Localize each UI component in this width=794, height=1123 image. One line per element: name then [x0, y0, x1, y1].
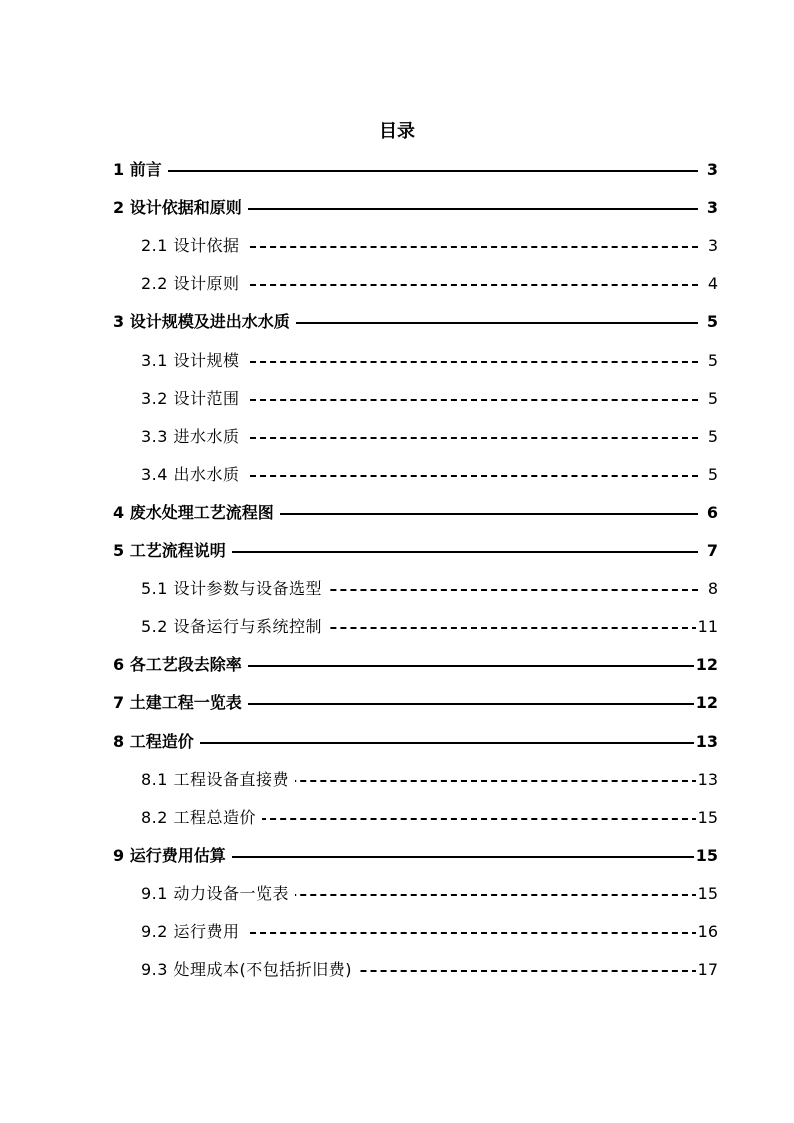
toc-entry-page-number: 15 — [695, 846, 718, 865]
toc-title: 目录 — [379, 121, 415, 142]
toc-entry-label: 5 工艺流程说明 — [113, 541, 232, 561]
toc-leader-line — [250, 284, 698, 286]
toc-entry-page-number: 4 — [707, 274, 718, 293]
toc-entry-section[interactable] — [0, 380, 794, 418]
toc-leader-line — [250, 399, 698, 401]
toc-leader-line — [250, 780, 698, 782]
toc-entry-page-number: 3 — [707, 236, 718, 255]
toc-entry-page-number: 8 — [707, 579, 718, 598]
toc-leader-line — [250, 361, 698, 363]
toc-entry-label: 2 设计依据和原则 — [113, 198, 248, 218]
toc-entry-label: 4 废水处理工艺流程图 — [113, 503, 280, 523]
toc-entry-page-number: 5 — [707, 351, 718, 370]
toc-entry-chapter[interactable] — [0, 684, 794, 722]
toc-entry-label: 7 土建工程一览表 — [113, 693, 248, 713]
toc-entry-page-number: 15 — [697, 808, 718, 827]
toc-entry-chapter[interactable] — [0, 646, 794, 684]
toc-entry-section[interactable] — [0, 875, 794, 913]
toc-leader-line — [120, 170, 698, 172]
toc-entry-page-number: 7 — [706, 541, 718, 560]
toc-entry-page-number: 15 — [697, 884, 718, 903]
toc-entry-section[interactable] — [0, 418, 794, 456]
toc-entry-label: 9.3 处理成本(不包括折旧费) — [141, 960, 358, 980]
toc-entry-label: 1 前言 — [113, 160, 168, 180]
toc-leader-line — [250, 475, 698, 477]
toc-leader-line — [250, 818, 698, 820]
toc-entry-page-number: 5 — [707, 389, 718, 408]
toc-entry-page-number: 5 — [707, 427, 718, 446]
toc-entry-label: 3.4 出水水质 — [141, 465, 246, 485]
toc-entry-page-number: 13 — [697, 770, 718, 789]
toc-entry-chapter[interactable] — [0, 532, 794, 570]
toc-entry-chapter[interactable] — [0, 303, 794, 341]
toc-entry-label: 9 运行费用估算 — [113, 846, 232, 866]
toc-entry-section[interactable] — [0, 761, 794, 799]
toc-entry-page-number: 3 — [706, 160, 718, 179]
toc-entry-section[interactable] — [0, 799, 794, 837]
toc-entry-label: 3.2 设计范围 — [141, 389, 246, 409]
toc-entry-page-number: 5 — [707, 465, 718, 484]
toc-leader-line — [250, 894, 698, 896]
toc-entry-section[interactable] — [0, 456, 794, 494]
toc-entry-label: 8.2 工程总造价 — [141, 808, 262, 828]
toc-entry-label: 5.2 设备运行与系统控制 — [141, 617, 328, 637]
toc-entry-chapter[interactable] — [0, 151, 794, 189]
toc-entry-page-number: 6 — [706, 503, 718, 522]
toc-entry-page-number: 12 — [695, 655, 718, 674]
toc-entry-page-number: 17 — [697, 960, 718, 979]
toc-leader-line — [250, 932, 698, 934]
toc-entry-section[interactable] — [0, 913, 794, 951]
toc-entry-label: 3 设计规模及进出水水质 — [113, 312, 296, 332]
toc-entry-section[interactable] — [0, 342, 794, 380]
toc-entry-label: 6 各工艺段去除率 — [113, 655, 248, 675]
toc-leader-line — [250, 246, 698, 248]
toc-entry-label: 2.2 设计原则 — [141, 274, 246, 294]
toc-entry-page-number: 3 — [706, 198, 718, 217]
toc-leader-line — [120, 742, 698, 744]
toc-entry-chapter[interactable] — [0, 837, 794, 875]
toc-entry-label: 3.3 进水水质 — [141, 427, 246, 447]
toc-entry-label: 9.1 动力设备一览表 — [141, 884, 295, 904]
toc-entry-chapter[interactable] — [0, 723, 794, 761]
toc-entry-label: 9.2 运行费用 — [141, 922, 246, 942]
toc-entry-label: 2.1 设计依据 — [141, 236, 246, 256]
toc-entry-page-number: 5 — [706, 312, 718, 331]
toc-entry-page-number: 16 — [697, 922, 718, 941]
toc-entry-label: 3.1 设计规模 — [141, 351, 246, 371]
toc-entry-section[interactable] — [0, 570, 794, 608]
toc-leader-line — [250, 437, 698, 439]
toc-entry-label: 8.1 工程设备直接费 — [141, 770, 295, 790]
toc-entry-section[interactable] — [0, 227, 794, 265]
toc-entry-page-number: 12 — [695, 693, 718, 712]
toc-entry-page-number: 13 — [695, 732, 718, 751]
toc-entry-page-number: 11 — [697, 617, 718, 636]
toc-entry-chapter[interactable] — [0, 494, 794, 532]
toc-entry-section[interactable] — [0, 265, 794, 303]
toc-entry-chapter[interactable] — [0, 189, 794, 227]
toc-entry-section[interactable] — [0, 951, 794, 989]
toc-entry-label: 8 工程造价 — [113, 732, 200, 752]
toc-entry-section[interactable] — [0, 608, 794, 646]
toc-entry-label: 5.1 设计参数与设备选型 — [141, 579, 328, 599]
